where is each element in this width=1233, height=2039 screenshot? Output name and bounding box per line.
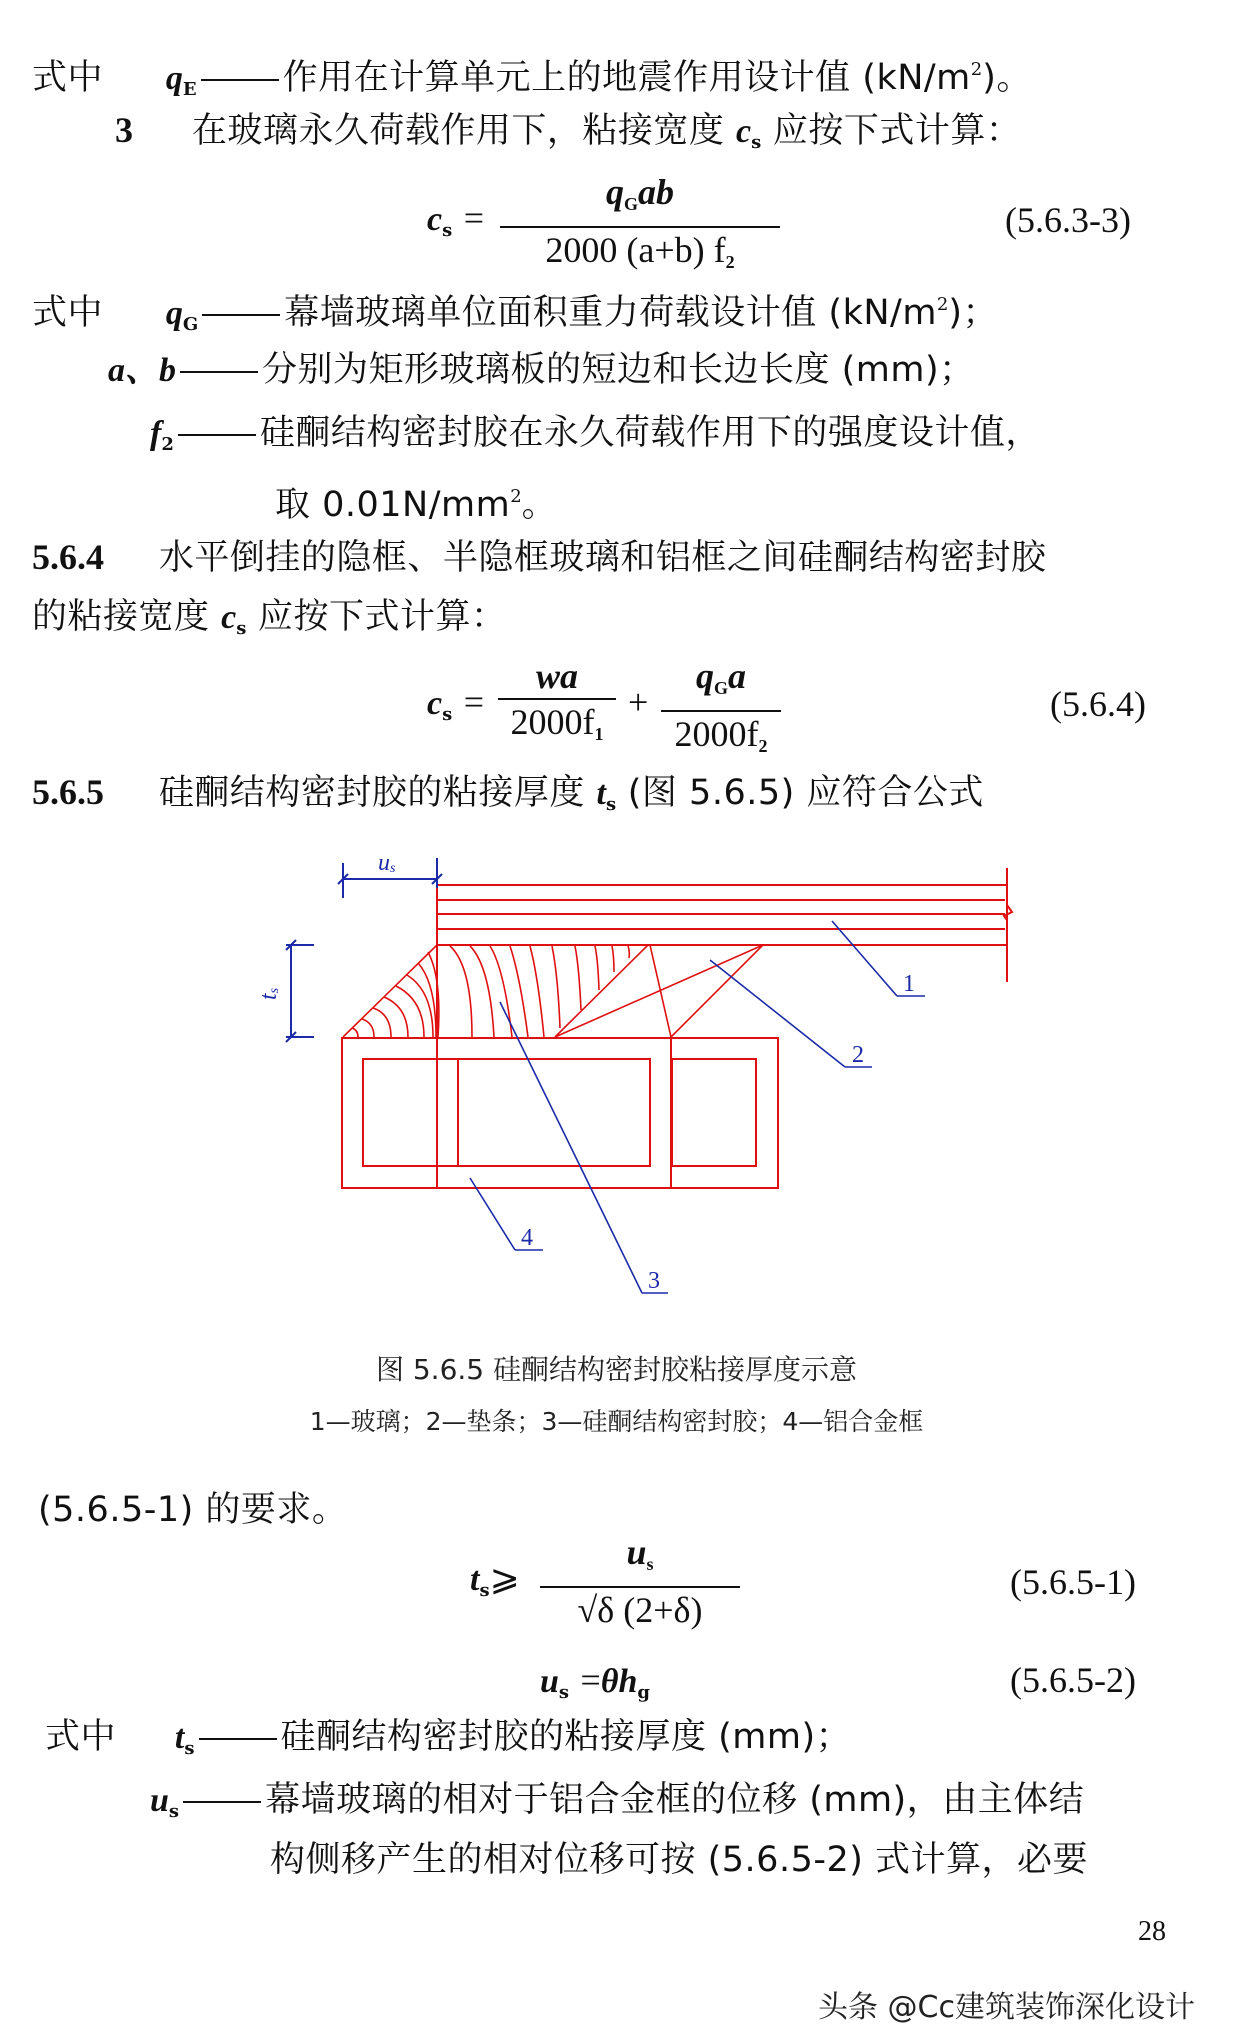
equation-5-6-5-1-fraction xyxy=(540,1532,740,1630)
lead-text: 式中 xyxy=(45,1717,117,1757)
lead-text: 式中 xyxy=(32,293,104,333)
definition-us-continued xyxy=(270,1838,1088,1882)
label-2: 2 xyxy=(852,1042,864,1068)
eq-operator: = xyxy=(580,1660,601,1700)
eq-numerator: $u_s$ xyxy=(626,1532,654,1574)
label-1: 1 xyxy=(903,971,915,997)
continuation-text: 取 0.01N/mm xyxy=(275,485,511,525)
eq-numerator: $q_Gab$ xyxy=(605,172,674,214)
eq-rhs: θh xyxy=(600,1663,638,1700)
eq-denominator: $2000f_2$ xyxy=(674,714,768,756)
section-text-tail: 应按下式计算： xyxy=(246,597,507,637)
definition-tail: )； xyxy=(948,293,999,333)
label-4: 4 xyxy=(521,1225,533,1251)
section-text: 硅酮结构密封胶的粘接厚度 xyxy=(158,773,597,813)
eq-operator: = xyxy=(463,198,484,238)
symbol-sub: s xyxy=(236,618,247,639)
symbol-f: f xyxy=(150,415,162,452)
section-text: (5.6.5-1) 的要求。 xyxy=(38,1490,348,1530)
eq-numerator: wa xyxy=(535,656,578,696)
sealant-hatch xyxy=(343,945,763,1037)
equation-number: (5.6.5-1) xyxy=(1010,1562,1136,1602)
section-text-tail: (图 5.6.5) 应符合公式 xyxy=(616,773,984,813)
section-number: 5.6.4 xyxy=(32,537,104,577)
item-text-a: 在玻璃永久荷载作用下，粘接宽度 xyxy=(191,111,737,151)
item-number: 3 xyxy=(115,110,133,150)
definition-ts xyxy=(45,1715,851,1771)
symbol-sub: G xyxy=(182,314,199,335)
symbol-sub: s xyxy=(751,132,762,153)
definition-text: 幕墙玻璃的相对于铝合金框的位移 (mm)，由主体结 xyxy=(265,1780,1085,1820)
item-text-b: 应按下式计算： xyxy=(761,111,1022,151)
lead-text: 式中 xyxy=(32,58,104,98)
eq-lhs-sub: s xyxy=(479,1580,490,1601)
eq-denominator: √δ (2+δ) xyxy=(540,1590,740,1630)
superscript: 2 xyxy=(970,59,983,80)
dim-label-ts: ts xyxy=(256,987,282,1000)
symbol-c: c xyxy=(221,599,237,636)
section-text: 的粘接宽度 xyxy=(32,597,222,637)
figure-caption-legend: 1—玻璃；2—垫条；3—硅酮结构密封胶；4—铝合金框 xyxy=(309,1407,924,1436)
symbol-sub: E xyxy=(182,79,197,100)
symbol-sub: s xyxy=(184,1738,195,1759)
symbol-t: t xyxy=(174,1719,185,1756)
eq-lhs: c xyxy=(427,685,443,722)
page-number: 28 xyxy=(1138,1916,1166,1947)
callout-labels xyxy=(256,850,915,1294)
continuation-tail: 。 xyxy=(521,485,558,525)
eq-operator: ⩾ xyxy=(489,1558,520,1598)
definition-us xyxy=(150,1778,1084,1834)
equation-5-6-5-2 xyxy=(540,1658,650,1715)
symbol-q: q xyxy=(165,60,183,97)
eq-lhs-sub: s xyxy=(442,220,453,241)
symbol-sub: 2 xyxy=(161,434,174,455)
section-text: 水平倒挂的隐框、半隐框玻璃和铝框之间硅酮结构密封胶 xyxy=(158,538,1047,578)
symbol-sub: s xyxy=(168,1801,180,1822)
symbol-q: q xyxy=(165,295,183,332)
leader-lines xyxy=(470,921,925,1293)
superscript: 2 xyxy=(510,486,522,507)
eq-denominator: 2000 (a+b) $f_2$ xyxy=(545,230,735,272)
aluminum-frame xyxy=(342,1037,778,1188)
continuation-text: 构侧移产生的相对位移可按 (5.6.5-2) 式计算，必要 xyxy=(270,1840,1089,1880)
dimension-marks xyxy=(286,858,442,1042)
eq-rhs-sub: g xyxy=(637,1682,650,1703)
figure-caption-title: 图 5.6.5 硅酮结构密封胶粘接厚度示意 xyxy=(375,1353,858,1386)
eq-operator: = xyxy=(463,682,484,722)
eq-lhs: c xyxy=(427,201,443,238)
dim-label-us: us xyxy=(378,850,396,876)
eq-numerator: $q_Ga$ xyxy=(695,656,746,698)
em-dash xyxy=(183,1801,261,1803)
symbol-sub: s xyxy=(606,794,617,815)
glass-panel xyxy=(437,868,1012,1188)
definition-text: 硅酮结构密封胶的粘接厚度 (mm)； xyxy=(280,1717,852,1757)
equation-number: (5.6.5-2) xyxy=(1010,1660,1136,1700)
definition-text: 硅酮结构密封胶在永久荷载作用下的强度设计值， xyxy=(259,413,1041,453)
definition-tail: )。 xyxy=(982,58,1032,98)
eq-lhs-sub: s xyxy=(558,1682,570,1703)
equation-5-6-5-1-lhs xyxy=(470,1556,520,1613)
sqrt-sign: √ xyxy=(577,1590,598,1630)
label-3: 3 xyxy=(648,1268,660,1294)
eq-lhs-sub: s xyxy=(442,704,453,725)
definition-text: 分别为矩形玻璃板的短边和长边长度 (mm)； xyxy=(262,350,975,390)
symbol-a-b: a、b xyxy=(108,352,176,389)
eq-denominator: $2000f_1$ xyxy=(510,702,604,744)
definition-text: 作用在计算单元上的地震作用设计值 (kN/m xyxy=(282,58,971,98)
section-5-6-5-continued xyxy=(38,1488,347,1532)
watermark: 头条 @Cc建筑装饰深化设计 xyxy=(818,1990,1195,2025)
section-number: 5.6.5 xyxy=(32,772,104,812)
eq-plus: + xyxy=(628,682,649,722)
symbol-c: c xyxy=(736,113,752,150)
eq-lhs: t xyxy=(470,1561,480,1598)
em-dash xyxy=(199,1738,277,1740)
symbol-t: t xyxy=(596,775,606,812)
definition-text: 幕墙玻璃单位面积重力荷载设计值 (kN/m xyxy=(284,293,937,333)
superscript: 2 xyxy=(936,294,949,315)
eq-lhs: u xyxy=(540,1663,559,1700)
equation-number: (5.6.3-3) xyxy=(1005,200,1131,240)
equation-number: (5.6.4) xyxy=(1050,684,1146,724)
symbol-u: u xyxy=(150,1782,169,1819)
